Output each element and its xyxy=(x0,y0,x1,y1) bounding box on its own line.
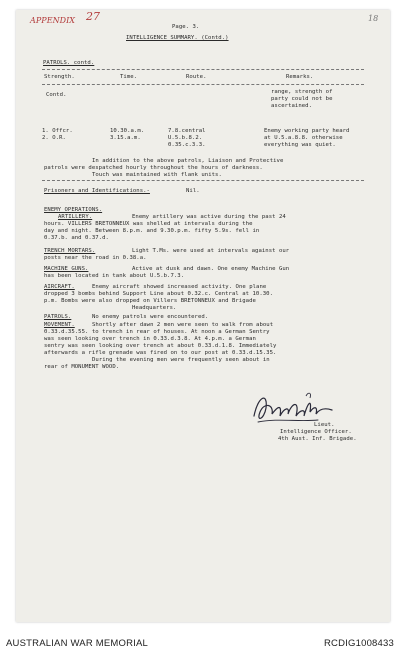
signature-rank: Lieut. xyxy=(314,422,335,428)
ops-line: Enemy artillery was active during the past 24 xyxy=(132,214,286,220)
ops-label-aircraft: AIRCRAFT. xyxy=(44,284,75,290)
ops-line: Light T.Ms. were used at intervals against our xyxy=(132,248,290,254)
ops-line: afterwards a rifle grenade was fired on to our post at 0.33.d.15.35. xyxy=(44,350,277,356)
prisoners-label: Prisoners and Identifications.- xyxy=(44,188,150,194)
table-cell-remarks: Enemy working party heard xyxy=(264,128,350,134)
table-cell-route: U.5.b.8.2. xyxy=(168,135,203,141)
section-rule xyxy=(42,180,364,181)
table-contd-label: Contd. xyxy=(46,92,67,98)
ops-line: has been located in tank about U.5.b.7.3. xyxy=(44,273,185,279)
ops-label-artillery: ARTILLERY. xyxy=(58,214,93,220)
ops-line: During the evening men were frequently seen about in xyxy=(92,357,270,363)
table-cell-strength: 1. Offcr. xyxy=(42,128,73,134)
prisoners-value: Nil. xyxy=(186,188,200,194)
liaison-paragraph-line: In addition to the above patrols, Liaison and Protective xyxy=(92,158,284,164)
enemy-operations-title: ENEMY OPERATIONS. xyxy=(44,207,103,213)
section-patrols-title: PATROLS. contd. xyxy=(43,60,95,66)
table-top-rule xyxy=(42,69,364,70)
ops-label-movement: MOVEMENT. xyxy=(44,322,75,328)
table-cell-time: 3.15.a.m. xyxy=(110,135,141,141)
corner-page-number: 18 xyxy=(368,14,379,23)
page-heading: INTELLIGENCE SUMMARY. (Contd.) xyxy=(126,35,229,41)
ops-line: 0.33.d.35.55. to trench in rear of houses. At noon a German Sentry xyxy=(44,329,270,335)
col-header-route: Route. xyxy=(186,74,207,80)
table-contd-remark: ascertained. xyxy=(271,103,313,109)
footer-record-id: RCDIG1008433 xyxy=(324,638,394,649)
appendix-stamp-label: APPENDIX xyxy=(30,16,76,25)
table-contd-remark: range, strength of xyxy=(271,89,333,95)
table-cell-strength: 2. O.R. xyxy=(42,135,66,141)
page-number: Page. 3. xyxy=(172,24,200,30)
ops-line: hours. VILLERS BRETONNEUX was shelled at intervals during the xyxy=(44,221,253,227)
footer-archive-name: AUSTRALIAN WAR MEMORIAL xyxy=(6,638,149,649)
table-cell-route: 7.8.central xyxy=(168,128,206,134)
ops-line: sentry was seen looking over trench at about 0.33.d.1.8. Immediately xyxy=(44,343,277,349)
ops-line: posts near the road in 0.38.a. xyxy=(44,255,147,261)
signature-unit: 4th Aust. Inf. Brigade. xyxy=(278,436,357,442)
table-cell-time: 10.30.a.m. xyxy=(110,128,145,134)
col-header-time: Time. xyxy=(120,74,138,80)
liaison-paragraph-line: Touch was maintained with flank units. xyxy=(92,172,222,178)
table-cell-remarks: everything was quiet. xyxy=(264,142,336,148)
ops-line: Active at dusk and dawn. One enemy Machine Gun xyxy=(132,266,290,272)
ops-line: 0.37.b. and 0.37.d. xyxy=(44,235,109,241)
ops-label-trench-mortars: TRENCH MORTARS. xyxy=(44,248,96,254)
table-cell-route: 0.35.c.3.3. xyxy=(168,142,206,148)
ops-label-machine-guns: MACHINE GUNS. xyxy=(44,266,89,272)
ops-line: Enemy aircraft showed increased activity. One plane xyxy=(92,284,267,290)
signature-title: Intelligence Officer. xyxy=(280,429,352,435)
liaison-paragraph-line: patrols were despatched hourly throughout the hours of darkness. xyxy=(44,165,263,171)
ops-line: dropped 3 bombs behind Support Line about 0.32.c. Central at 10.30. xyxy=(44,291,273,297)
ops-line: No enemy patrols were encountered. xyxy=(92,314,209,320)
table-contd-remark: party could not be xyxy=(271,96,333,102)
table-cell-remarks: at U.5.a.8.8. otherwise xyxy=(264,135,343,141)
ops-line: day and night. Between 8.p.m. and 9.30.p.m. fifty 5.9s. fell in xyxy=(44,228,260,234)
col-header-strength: Strength. xyxy=(44,74,75,80)
col-header-remarks: Remarks. xyxy=(286,74,314,80)
ops-line: Shortly after dawn 2 men were seen to walk from about xyxy=(92,322,274,328)
ops-label-patrols: PATROLS. xyxy=(44,314,72,320)
archive-footer xyxy=(0,632,402,654)
appendix-stamp-number: 27 xyxy=(86,10,101,23)
ops-line: rear of MONUMENT WOOD. xyxy=(44,364,120,370)
document-page xyxy=(16,10,390,622)
table-header-rule xyxy=(42,84,364,85)
ops-line: Headquarters. xyxy=(132,305,177,311)
ops-line: p.m. Bombs were also dropped on Villers BRETONNEUX and Brigade xyxy=(44,298,256,304)
ops-line: was seen looking over trench in 0.33.d.3.8. At 4.p.m. a German xyxy=(44,336,256,342)
